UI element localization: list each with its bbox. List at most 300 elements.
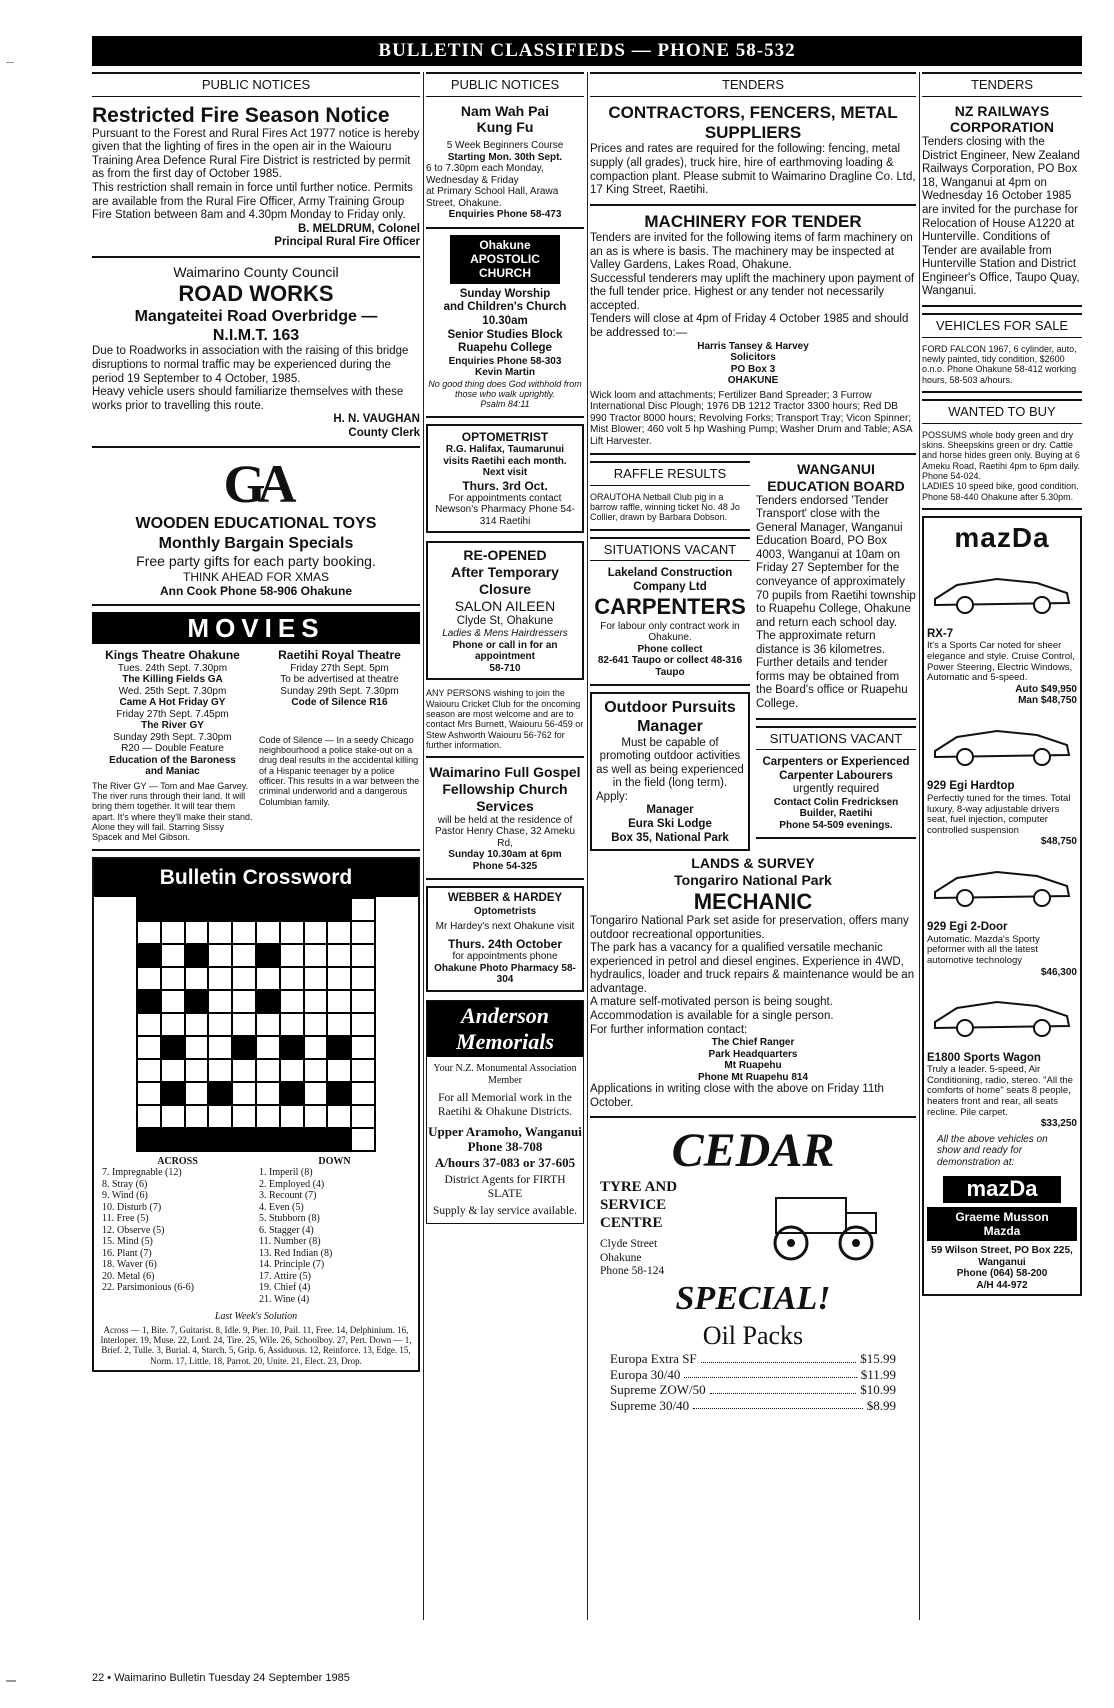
crossword-cell[interactable] [327,1036,351,1059]
crossword-cell[interactable] [351,1036,375,1059]
crossword-cell[interactable] [256,1059,280,1082]
crossword-cell[interactable] [256,990,280,1013]
crossword-cell[interactable] [185,898,209,921]
down-clue: 19. Chief (4) [259,1282,311,1294]
toys-line-2: THINK AHEAD FOR XMAS [182,569,330,584]
crossword-cell[interactable] [327,1059,351,1082]
crossword-cell[interactable] [232,990,256,1013]
across-clue: 18. Waver (6) [102,1259,157,1271]
carpenters-ad [590,567,750,686]
machinery-body: Tenders are invited for the following items of farm machinery on an as is where is basis. The machinery may be inspected at Valley Gardens, Lakes Road, Ohakune. [590,232,913,272]
crossword-cell[interactable] [327,1128,351,1151]
car-name: 929 Egi Hardtop [927,780,1015,793]
crossword-cell[interactable] [351,1059,375,1082]
crossword-cell[interactable] [280,898,304,921]
crossword-cell[interactable] [137,898,161,921]
cedar-sub: TYRE AND SERVICE CENTRE [600,1179,678,1232]
mechanic-body: A mature self-motivated person is being sought. Accommodation is available for a single person. [590,996,834,1023]
mazda-logo-reversed: mazDa [943,1176,1061,1202]
salon-title: RE-OPENED [463,547,547,564]
kungfu-title: Nam Wah Pai [460,102,550,119]
crossword-cell[interactable] [185,1105,209,1128]
car-icon [927,982,1077,1044]
crossword-cell[interactable] [137,1036,161,1059]
across-clue: 8. Stray (6) [102,1178,148,1190]
crossword-cell[interactable] [161,921,185,944]
outdoor-ad [590,692,750,851]
crossword-cell[interactable] [351,921,375,944]
crossword-cell[interactable] [185,990,209,1013]
salon-line: Clyde St, Ohakune [456,614,554,627]
crossword-cell[interactable] [304,944,328,967]
road-works-title: ROAD WORKS [178,280,334,306]
machinery-body-3: Tenders will close at 4pm of Friday 4 October 1985 and should be addressed to:— [590,313,909,339]
crossword-cell[interactable] [256,1013,280,1036]
crossword-cell[interactable] [256,921,280,944]
mechanic-line: Tongariro National Park [674,871,832,888]
salon-line: Phone or call in for an appointment [452,639,558,663]
mechanic-body: Tongariro National Park set aside for preservation, offers many outdoor recreational opportunities. [590,915,909,941]
salon-ad [426,541,584,680]
crossword-cell[interactable] [232,921,256,944]
dealer-brand: Mazda [983,1224,1021,1239]
across-clue: 22. Parsimonious (6-6) [102,1282,194,1294]
leader-dots [684,1367,856,1379]
oil-price: $8.99 [866,1397,896,1413]
anderson-ad [426,1000,584,1224]
crossword-cell[interactable] [208,1059,232,1082]
car-price: $33,250 [1040,1118,1077,1130]
outdoor-line: Eura Ski Lodge [628,818,712,830]
down-clue: 2. Employed (4) [259,1178,325,1190]
crossword-cell[interactable] [351,1128,375,1151]
webber-line: Ohakune Photo Pharmacy 58-304 [434,962,576,986]
crossword-cell[interactable] [327,921,351,944]
crossword-cell[interactable] [208,967,232,990]
raffle-heading: RAFFLE RESULTS [590,461,750,486]
crossword-cell[interactable] [161,1036,185,1059]
mechanic-address: Phone Mt Ruapehu 814 [697,1071,808,1083]
optometrist-line: For appointments contact Newson's Pharmacy Phone 54-314 Raetihi [435,492,575,527]
down-clue: 21. Wine (4) [259,1293,310,1305]
machinery-title: MACHINERY FOR TENDER [644,211,862,231]
dealer-phone: Phone (064) 58-200 [956,1268,1048,1280]
crossword-cell[interactable] [137,944,161,967]
crossword-cell[interactable] [185,1059,209,1082]
royal-line: To be advertised at theatre [280,674,399,686]
crossword-cell[interactable] [185,1082,209,1105]
crossword-cell[interactable] [208,1013,232,1036]
labourers-line: Builder, Raetihi [799,808,873,820]
nz-railways-body: Tenders closing with the District Engineer, New Zealand Railways Corporation, PO Box 18, Wanganui at 4pm on Wednesday 16 October 1985 are invited for the purchase for Relocation of House A1220 at Hunterville. Conditions of Tender are available from Hunterville Station and District Engineer's Office, Taupo Quay, Wanganui. [922,136,1080,298]
down-clue: 17. Attire (5) [259,1270,311,1282]
cedar-address: Phone 58-124 [600,1265,665,1278]
crossword-cell[interactable] [327,1105,351,1128]
mazda-ad [922,516,1082,1297]
crossword-cell[interactable] [161,990,185,1013]
crossword-cell[interactable] [351,944,375,967]
contractors-body: Prices and rates are required for the following: fencing, metal supply (all grades), truck hire, hire of earthmoving loading & compaction plant. Please submit to Waimarino Dragline Co. Ltd, 17 King Street, Raetihi. [590,143,916,197]
car-desc: It's a Sports Car noted for sheer elegance and style. Cruise Control, Power Steering, Electric Windows, Automatic and 5-speed. [927,640,1075,684]
kings-line: and Maniac [145,766,200,778]
machinery-address: PO Box 3 [730,363,776,375]
crossword-cell[interactable] [208,1082,232,1105]
oil-price: $10.99 [860,1382,896,1398]
crossword-cell[interactable] [327,1013,351,1036]
kings-line: Education of the Baroness [109,754,236,766]
crossword-cell[interactable] [256,898,280,921]
wanganui-title: WANGANUI EDUCATION BOARD [767,461,905,494]
nz-railways-ad [922,103,1082,307]
oil-name: Supreme ZOW/50 [610,1382,706,1398]
church-logo-line: Ohakune [479,237,531,252]
column-rule [423,72,424,1620]
crossword-title: Bulletin Crossword [94,859,418,897]
outdoor-line: Apply: [596,790,628,803]
crossword-cell[interactable] [137,1059,161,1082]
crossword-cell[interactable] [327,1082,351,1105]
cedar-ad [590,1124,916,1413]
wanganui-board-ad [756,461,916,720]
crossword-cell[interactable] [185,967,209,990]
mechanic-body: For further information contact: [590,1023,748,1036]
crossword-cell[interactable] [304,1013,328,1036]
crossword-cell[interactable] [137,967,161,990]
gospel-phone: Phone 54-325 [472,860,538,872]
carpenters-line: For labour only contract work in Ohakune. [600,620,740,644]
toys-ad [92,454,420,606]
crossword-cell[interactable] [351,967,375,990]
crossword-cell[interactable] [232,1036,256,1059]
optometrist-title: OPTOMETRIST [461,429,549,444]
crossword-cell[interactable] [232,967,256,990]
situations-heading: SITUATIONS VACANT [756,726,916,751]
crossword-cell[interactable] [232,1105,256,1128]
council-name: Waimarino County Council [173,263,339,280]
anderson-line: For all Memorial work in the Raetihi & Ohakune Districts. [437,1092,573,1118]
outdoor-line: Box 35, National Park [611,831,729,844]
anderson-line: Phone 38-708 [467,1139,543,1155]
salon-line: Ladies & Mens Hairdressers [442,628,568,640]
church-line: Kevin Martin [474,367,535,379]
kings-blurb: The River GY — Tom and Mae Garvey. The river runs through their land. It will bring them together. It will tear them apart. It's where they'll make their stand. Alone they will fail. Starring Sissy Spacek and Mel Gibson. [92,780,253,843]
crossword-cell[interactable] [161,1105,185,1128]
across-clue: 15. Mind (5) [102,1236,153,1248]
machinery-ad [590,212,916,455]
crossword-cell[interactable] [304,1059,328,1082]
labourers-line: Phone 54-509 evenings. [779,819,893,831]
mazda-car [927,848,1077,978]
across-clue: 12. Observe (5) [102,1224,165,1236]
mechanic-body: Applications in writing close with the above on Friday 11th October. [590,1083,884,1109]
crossword-cell[interactable] [280,1105,304,1128]
car-icon [927,559,1077,621]
machinery-address: Solicitors [730,352,776,364]
kungfu-phone: Enquiries Phone 58-473 [448,209,562,221]
church-line: and Children's Church [443,301,567,314]
crossword-cell[interactable] [256,1036,280,1059]
royal-line: Friday 27th Sept. 5pm [290,662,389,674]
crossword-cell[interactable] [208,1105,232,1128]
car-desc: Automatic. Mazda's Sporty peformer with all the latest automotive technology [927,933,1040,967]
crossword-cell[interactable] [185,1128,209,1151]
crossword-grid [136,897,376,1152]
crossword-cell[interactable] [137,921,161,944]
kings-line: Tues. 24th Sept. 7.30pm [117,662,228,674]
crossword-cell[interactable] [137,1082,161,1105]
crossword-cell[interactable] [280,1059,304,1082]
oil-packs-title: Oil Packs [702,1320,804,1350]
labourers-line: Contact Colin Fredricksen [773,796,899,808]
contractors-ad [590,103,916,206]
kings-line: Friday 27th Sept. 7.45pm [116,708,229,720]
wanganui-body: Tenders endorsed 'Tender Transport' close with the General Manager, Wanganui Education Board, PO Box 4003, Wanganui at 10am on Friday 27 September for the conveyance of approximately 70 pupils from Raetihi township to Ruapehu College, Ohakune and return each school day. The approximate return distance is 36 kilometres. [756,494,916,656]
crossword-cell[interactable] [327,990,351,1013]
raffle-body: ORAUTOHA Netball Club pig in a barrow raffle, winning ticket No. 48 Jo Collier, drawn by Barbara Dobson. [590,492,750,531]
section-heading: PUBLIC NOTICES [426,72,584,97]
crossword-cell[interactable] [185,1013,209,1036]
crossword-cell[interactable] [161,1059,185,1082]
royal-blurb: Code of Silence — In a seedy Chicago neighbourhood a police stake-out on a drug deal results in the accidental killing of a Hispanic teenager by a police officer. This results in a war between the criminal underworld and a dangerous Columbian family. [259,734,420,807]
anderson-line: A/hours 37-083 or 37-605 [434,1154,576,1170]
crossword-cell[interactable] [256,1105,280,1128]
carpenters-line: Phone collect [637,643,703,655]
machinery-body-2: Successful tenderers may uplift the machinery upon payment of the full tender price. Highest or any tender not necessarily accepted. [590,272,915,312]
kungfu-ad [426,103,584,229]
crossword-cell[interactable] [327,944,351,967]
crossword-cell[interactable] [232,1013,256,1036]
crossword-cell[interactable] [232,1059,256,1082]
crossword-cell[interactable] [137,1013,161,1036]
crossword-cell[interactable] [232,898,256,921]
webber-sub: Optometrists [473,905,537,917]
cedar-address: Ohakune [600,1251,642,1264]
toys-line-3: Ann Cook Phone 58-906 Ohakune [159,583,353,598]
labourers-ad [756,756,916,839]
crossword-cell[interactable] [351,898,375,921]
section-heading: PUBLIC NOTICES [92,72,420,97]
crossword-cell[interactable] [232,944,256,967]
solution-heading: Last Week's Solution [214,1311,298,1323]
toys-sub: Monthly Bargain Specials [158,534,354,552]
crossword-cell[interactable] [161,898,185,921]
church-quote: No good thing does God withhold from those who walk uprightly. [428,378,582,400]
road-works-body: Due to Roadworks in association with the raising of this bridge disruptions to normal traffic may be experienced during the period 19 September to 4 October, 1985. [92,345,409,385]
car-desc: Perfectly tuned for the times. Total luxury, 8-way adjustable drivers seat, fuel injection, computer controlled suspension [927,792,1071,836]
across-clue: 16. Plant (7) [102,1247,152,1259]
crossword-cell[interactable] [161,1128,185,1151]
church-quote-ref: Psalm 84:11 [480,399,530,410]
solution-text: Across — 1, Bite. 7, Guitarist. 8, Idle. 9, Pier. 10, Pail. 11, Free. 14, Delphinium. 16, Interloper. 19, Muse. 22, Lord. 24, Tire. 25, Wile. 26, Schoolboy. 27, Pert. Down — 1, Brief. 2, Tulle. 3, Burial. 4, Starch. 5, Grip. 6, Assiduous. 12, Reinforce. 13, Edge. 15, Norm. 17, Little. 18, Parrot. 20, Unite. 21, Elect. 23, Drop. [100,1324,412,1366]
crossword-cell[interactable] [280,1013,304,1036]
car-name: E1800 Sports Wagon [927,1051,1041,1064]
oil-name: Europa 30/40 [610,1366,681,1382]
kings-line: The River GY [141,720,204,732]
crossword-cell[interactable] [137,1128,161,1151]
crossword-cell[interactable] [208,944,232,967]
machinery-address: Harris Tansey & Harvey [697,340,809,352]
webber-line: Mr Hardey's next Ohakune visit [435,921,575,933]
toys-title: WOODEN EDUCATIONAL TOYS [135,515,377,533]
crossword-cell[interactable] [304,1105,328,1128]
crossword-cell[interactable] [161,1082,185,1105]
crossword-cell[interactable] [208,990,232,1013]
dealer-after-hours: A/H 44-972 [976,1279,1028,1291]
special-title: SPECIAL! [675,1279,831,1317]
webber-title: WEBBER & HARDEY [447,892,563,905]
column-1 [92,72,420,1372]
optometrist-ad [426,424,584,534]
crossword-cell[interactable] [232,1082,256,1105]
down-clue: 6. Stagger (4) [259,1224,314,1236]
mazda-car-list [927,555,1077,1130]
church-line: 10.30am [482,314,528,327]
kings-theatre-title: Kings Theatre Ohakune [105,648,240,663]
machinery-address: OHAKUNE [727,375,779,387]
crossword-cell[interactable] [304,990,328,1013]
crossword [92,857,420,1372]
oil-price-row [610,1351,896,1367]
church-line: Enquiries Phone 58-303 [448,355,562,367]
crossword-cell[interactable] [185,944,209,967]
royal-theatre-title: Raetihi Royal Theatre [278,648,401,663]
crossword-cell[interactable] [280,1036,304,1059]
kungfu-title-2: Kung Fu [476,119,534,136]
down-clue: 13. Red Indian (8) [259,1247,333,1259]
oil-price-list [600,1351,906,1413]
crossword-cell[interactable] [304,1082,328,1105]
crossword-cell[interactable] [327,967,351,990]
royal-line: Code of Silence R16 [291,697,388,709]
leader-dots [710,1382,857,1394]
page-footer: 22 • Waimarino Bulletin Tuesday 24 September 1985 [92,1672,350,1684]
crossword-cell[interactable] [256,1082,280,1105]
church-logo [450,235,560,284]
wanted-body-2: LADIES 10 speed bike, good condition. Phone 58-440 Ohakune after 5.30pm. [922,481,1082,510]
column-2 [426,72,584,1224]
fire-title: Restricted Fire Season Notice [92,103,390,127]
fire-signature-title: Principal Rural Fire Officer [274,236,420,249]
crossword-cell[interactable] [351,1082,375,1105]
outdoor-title-2: Manager [637,718,703,736]
kings-line: R20 — Double Feature [121,743,224,755]
carpenters-line: 82-641 Taupo or collect 48-316 Taupo [597,655,743,678]
crossword-cell[interactable] [304,1128,328,1151]
crossword-cell[interactable] [161,967,185,990]
crossword-cell[interactable] [304,1036,328,1059]
movies-ad [92,612,420,850]
kungfu-line: 6 to 7.30pm each Monday, Wednesday & Friday [426,163,544,186]
road-works-signature-title: County Clerk [348,426,420,439]
salon-phone: 58-710 [489,662,521,674]
mazda-car [927,707,1077,848]
anderson-line: Your N.Z. Monumental Association Member [433,1063,577,1086]
vehicles-heading: VEHICLES FOR SALE [922,313,1082,338]
outdoor-title: Outdoor Pursuits [604,699,736,717]
leader-dots [693,1398,863,1410]
crossword-cell[interactable] [256,1128,280,1151]
gospel-line: Sunday 10.30am at 6pm [448,849,562,861]
road-works-sub: Mangateitei Road Overbridge — [134,308,378,326]
crossword-cell[interactable] [280,1082,304,1105]
mazda-note: All the above vehicles on show and ready for demonstration at: [937,1133,1048,1168]
church-line: Sunday Worship [459,287,551,300]
column-rule [587,72,588,1620]
gospel-ad [426,764,584,880]
car-desc: Truly a leader. 5-speed, Air Conditioning, radio, stereo. "All the comforts of home" seats 8 people, heaters front and rear, all seats recline. Pile carpet. [927,1064,1073,1118]
down-clue: 4. Even (5) [259,1201,304,1213]
crossword-cell[interactable] [137,990,161,1013]
car-name: RX-7 [927,627,954,640]
crossword-cell[interactable] [137,1105,161,1128]
crossword-cell[interactable] [280,967,304,990]
crossword-cell[interactable] [185,921,209,944]
across-clue: 20. Metal (6) [102,1270,155,1282]
crossword-cell[interactable] [304,967,328,990]
crossword-cell[interactable] [161,1013,185,1036]
margin-mark [6,62,14,63]
dealer-address: 59 Wilson Street, PO Box 225, Wanganui [931,1245,1073,1268]
crossword-cell[interactable] [280,990,304,1013]
church-line: Senior Studies Block [447,328,563,341]
crossword-cell[interactable] [208,1036,232,1059]
crossword-cell[interactable] [280,944,304,967]
oil-price: $11.99 [860,1366,896,1382]
crossword-cell[interactable] [161,944,185,967]
car-price: $48,750 [1040,836,1077,848]
crossword-cell[interactable] [208,1128,232,1151]
church-line: Ruapehu College [458,342,552,355]
column-3 [590,72,916,1413]
crossword-cell[interactable] [208,898,232,921]
crossword-cell[interactable] [256,944,280,967]
anderson-logo [427,1001,583,1058]
crossword-cell[interactable] [185,1036,209,1059]
crossword-cell[interactable] [304,921,328,944]
down-clue: 14. Principle (7) [259,1259,325,1271]
optometrist-line: R.G. Halifax, Taumarunui visits Raetihi each month. [443,444,567,467]
crossword-cell[interactable] [351,1105,375,1128]
royal-line: Sunday 29th Sept. 7.30pm [280,685,399,697]
crossword-cell[interactable] [232,1128,256,1151]
crossword-cell[interactable] [304,898,328,921]
mechanic-body: The park has a vacancy for a qualified versatile mechanic experienced in petrol and diesel engines. Experience in 4WD, hydraulics, loader and truck repairs & maintenance would be an advantage. [590,942,915,995]
church-logo-line: CHURCH [479,266,531,281]
crossword-cell[interactable] [256,967,280,990]
optometrist-date: Thurs. 3rd Oct. [462,478,548,493]
vintage-car-icon [756,1178,886,1268]
kings-line: Wed. 25th Sept. 7.30pm [118,685,227,697]
road-works-signature: H. N. VAUGHAN [333,413,420,426]
kungfu-line: Starting Mon. 30th Sept. [447,151,563,163]
church-logo-line: APOSTOLIC [470,252,540,267]
cedar-title: CEDAR [671,1124,835,1178]
crossword-cell[interactable] [351,1013,375,1036]
crossword-cell[interactable] [327,898,351,921]
mechanic-address: The Chief Ranger [711,1037,795,1049]
crossword-cell[interactable] [351,990,375,1013]
margin-mark [6,1680,16,1682]
oil-name: Europa Extra SF [610,1350,697,1366]
carpenters-title: CARPENTERS [594,594,746,620]
crossword-cell[interactable] [280,921,304,944]
webber-line: for appointments phone [452,951,558,963]
down-clue: 5. Stubborn (8) [259,1213,320,1225]
outdoor-line: Must be capable of promoting outdoor activities as well as being experienced in the field (long term). [596,736,744,790]
crossword-cell[interactable] [208,921,232,944]
crossword-cell[interactable] [280,1128,304,1151]
across-clue: 10. Disturb (7) [102,1201,162,1213]
